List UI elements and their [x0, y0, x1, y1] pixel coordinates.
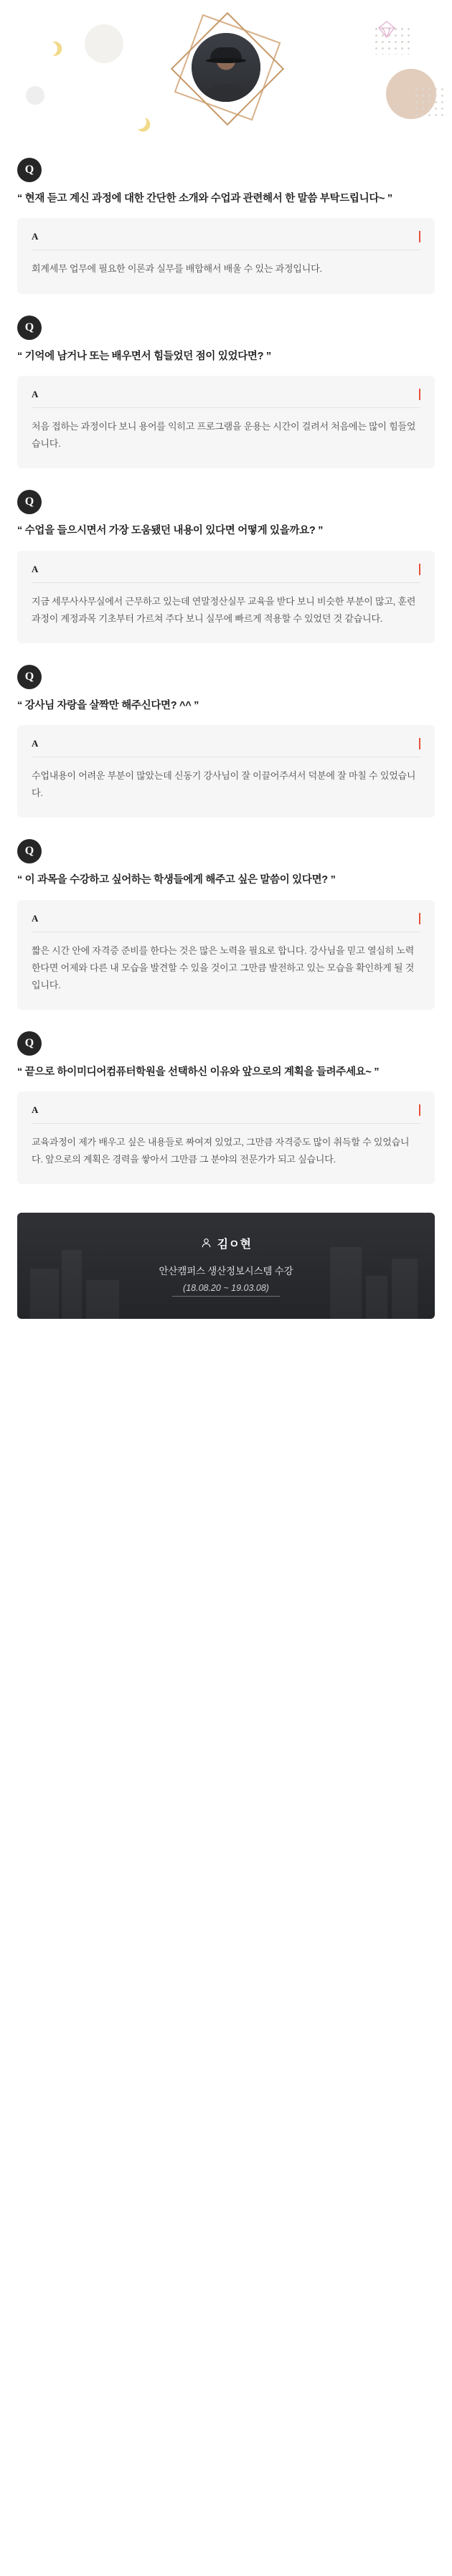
answer-card: [17, 376, 435, 468]
divider: [32, 407, 420, 408]
question-text: “ 현재 듣고 계신 과정에 대한 간단한 소개와 수업과 관련해서 한 말씀 부탁드립니다~ ”: [17, 193, 392, 204]
question-badge: Q: [17, 1031, 42, 1056]
accent-rule: [419, 231, 420, 242]
circle-shape-grey-small: [26, 86, 44, 105]
question-badge: Q: [17, 316, 42, 340]
answer-text: 지금 세무사사무실에서 근무하고 있는데 연말정산실무 교육을 받다 보니 비슷한 부분이 많고, 훈련과정이 계정과목 기초부터 가르쳐 주다 보니 실무에 빠르게 적용할 수 있었던 것 같습니다.: [32, 595, 416, 624]
avatar-photo: [192, 33, 260, 102]
answer-badge: A: [32, 912, 39, 924]
answer-text: 처음 접하는 과정이다 보니 용어를 익히고 프로그램을 운용는 시간이 걸려서 처음에는 많이 힘들었습니다.: [32, 420, 416, 450]
accent-rule: [419, 913, 420, 924]
answer-card: [17, 1092, 435, 1184]
qa-block: [0, 839, 452, 1010]
student-name: 김ㅇ현: [217, 1239, 252, 1251]
question-text: “ 끝으로 하이미디어컴퓨터학원을 선택하신 이유와 앞으로의 계획을 들려주세요~ ”: [17, 1066, 380, 1078]
answer-card: [17, 551, 435, 643]
underline: [172, 1296, 280, 1297]
student-info-card: [17, 1213, 435, 1319]
answer-badge: A: [32, 388, 39, 399]
answer-badge: A: [32, 738, 39, 749]
qa-block: [0, 158, 452, 294]
question-badge: Q: [17, 665, 42, 689]
circle-shape-grey-large: [85, 24, 123, 63]
qa-block: [0, 316, 452, 469]
qa-block: [0, 1031, 452, 1185]
accent-rule: [419, 564, 420, 575]
accent-rule: [419, 1104, 420, 1116]
accent-rule: [419, 389, 420, 400]
divider: [32, 582, 420, 583]
dot-grid-icon-bottom: [413, 86, 446, 119]
moon-icon-bottom: [131, 113, 148, 131]
question-text: “ 기억에 남거나 또는 배우면서 힘들었던 점이 있었다면? ”: [17, 350, 271, 362]
course-period: (18.08.20 ~ 19.03.08): [183, 1283, 269, 1294]
course-name: 안산캠퍼스 생산정보시스템 수강: [159, 1266, 293, 1277]
question-text: “ 수업을 들으시면서 가장 도움됐던 내용이 있다면 어떻게 있을까요? ”: [17, 525, 324, 537]
qa-block: [0, 490, 452, 643]
answer-text: 교육과정이 제가 배우고 싶은 내용들로 짜여져 있었고, 그만큼 자격증도 많이 취득할 수 있었습니다. 앞으로의 계획은 경력을 쌓아서 그만큼 그 분야의 전문가가 되고 싶습니다.: [32, 1137, 410, 1165]
answer-text: 회계세무 업무에 필요한 이론과 실무를 배합해서 배울 수 있는 과정입니다.: [32, 263, 322, 275]
divider: [32, 1123, 420, 1124]
accent-rule: [419, 738, 420, 749]
question-badge: Q: [17, 158, 42, 182]
question-text: “ 강사님 자랑을 살짝만 해주신다면? ^^ ”: [17, 699, 199, 711]
answer-badge: A: [32, 563, 39, 574]
diamond-icon: [377, 20, 396, 39]
qa-block: [0, 665, 452, 818]
hero-banner: [0, 0, 452, 136]
answer-card: [17, 218, 435, 293]
avatar: [154, 11, 298, 123]
answer-text: 수업내용이 어려운 부분이 많았는데 신동기 강사님이 잘 이끌어주셔서 덕분에 잘 마칠 수 있었습니다.: [32, 770, 416, 799]
question-badge: Q: [17, 839, 42, 863]
moon-icon-left: [41, 39, 60, 58]
question-text: “ 이 과목을 수강하고 싶어하는 학생들에게 해주고 싶은 말씀이 있다면? ”: [17, 874, 336, 886]
person-icon: [201, 1238, 212, 1249]
answer-card: [17, 725, 435, 818]
answer-badge: A: [32, 1104, 39, 1116]
student-name-row: [201, 1235, 252, 1251]
answer-badge: A: [32, 231, 39, 242]
answer-text: 짧은 시간 안에 자격증 준비를 한다는 것은 많은 노력을 필요로 합니다. 강사님을 믿고 열심히 노력한다면 어제와 다른 내 모습을 발견할 수 있을 것이고 그만큼 발전하고 있는 모습을 확인하게 될 것 입니다.: [32, 944, 415, 990]
cap-shape: [210, 47, 242, 60]
question-badge: Q: [17, 490, 42, 514]
answer-card: [17, 900, 435, 1010]
